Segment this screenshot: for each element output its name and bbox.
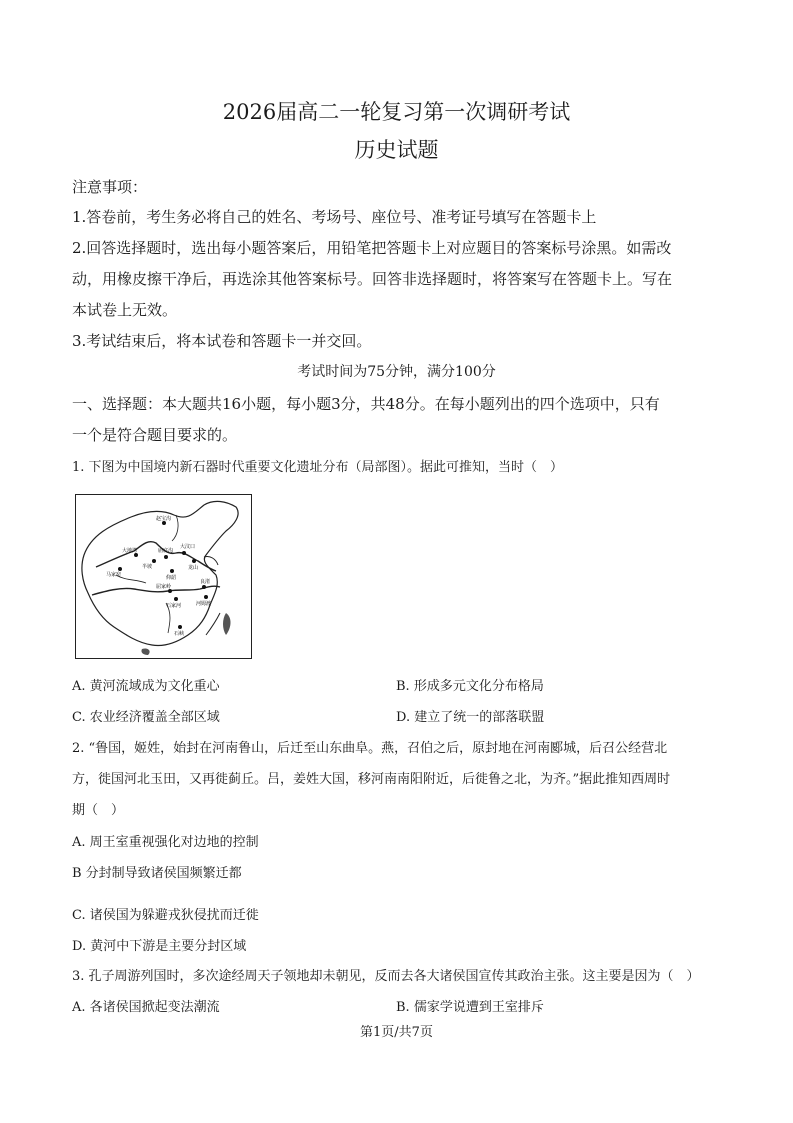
question-2-option-d[interactable]: D. 黄河中下游是主要分封区域 bbox=[72, 939, 247, 954]
hainan-island bbox=[141, 648, 149, 655]
site-label-dawenkou: 大汶口 bbox=[180, 544, 196, 550]
exam-time-info: 考试时间为75分钟，满分100分 bbox=[297, 364, 496, 380]
exam-title: 2026届高二一轮复习第一次调研考试 bbox=[222, 100, 571, 124]
notice-item-2-line-1: 2.回答选择题时，选出每小题答案后，用铅笔把答题卡上对应题目的答案标号涂黑。如需改 bbox=[72, 239, 672, 257]
inner-border-north bbox=[172, 515, 178, 541]
site-dot-miaodigou bbox=[164, 555, 168, 559]
site-label-zhaobaogou: 赵宝沟 bbox=[156, 516, 172, 522]
southeast-coast bbox=[206, 613, 220, 635]
map-drawing bbox=[76, 495, 251, 658]
question-2-option-a[interactable]: A. 周王室重视强化对边地的控制 bbox=[72, 835, 259, 850]
page-number: 第1页/共7页 bbox=[360, 1025, 433, 1040]
site-label-shijiahe: 石家河 bbox=[166, 603, 182, 609]
site-label-hemudu: 河姆渡 bbox=[196, 601, 212, 607]
section-1-instruction-line-2: 一个是符合题目要求的。 bbox=[72, 426, 238, 444]
question-2-stem-line-2: 方，徙国河北玉田，又再徙蓟丘。吕，姜姓大国，移河南南阳附近，后徙鲁之北，为齐。”据此推知西周时 bbox=[72, 772, 671, 787]
site-dot-longshan bbox=[192, 559, 196, 563]
site-dot-shixia bbox=[178, 625, 182, 629]
site-dot-dawenkou bbox=[182, 551, 186, 555]
site-dot-banpo bbox=[152, 559, 156, 563]
question-3-stem: 3. 孔子周游列国时，多次途经周天子领地却未朝见，反而去各大诸侯国宣传其政治主张。这主要是因为（ ） bbox=[72, 969, 700, 984]
neolithic-sites-map bbox=[75, 494, 252, 659]
question-1-option-c[interactable]: C. 农业经济覆盖全部区域 bbox=[72, 710, 220, 725]
notice-item-3: 3.考试结束后，将本试卷和答题卡一并交回。 bbox=[72, 332, 372, 350]
question-1-option-a[interactable]: A. 黄河流域成为文化重心 bbox=[72, 679, 220, 694]
site-dot-liangzhu bbox=[202, 585, 206, 589]
site-label-longshan: 龙山 bbox=[188, 565, 199, 571]
question-3-option-b[interactable]: B. 儒家学说遭到王室排斥 bbox=[396, 1000, 544, 1015]
site-label-shixia: 石峡 bbox=[174, 631, 185, 637]
question-1-stem: 1. 下图为中国境内新石器时代重要文化遗址分布（局部图）。据此可推知，当时（ ） bbox=[72, 460, 564, 475]
site-label-qujialing: 屈家岭 bbox=[156, 584, 172, 590]
section-1-instruction-line-1: 一、选择题：本大题共16小题，每小题3分，共48分。在每小题列出的四个选项中，只有 bbox=[72, 395, 660, 413]
notice-item-1: 1.答卷前，考生务必将自己的姓名、考场号、座位号、准考证号填写在答题卡上 bbox=[72, 208, 597, 226]
question-1-option-b[interactable]: B. 形成多元文化分布格局 bbox=[396, 679, 544, 694]
question-2-option-c[interactable]: C. 诸侯国为躲避戎狄侵扰而迁徙 bbox=[72, 908, 259, 923]
site-label-liangzhu: 良渚 bbox=[200, 579, 211, 585]
taiwan-island bbox=[223, 613, 231, 635]
site-label-banpo: 半坡 bbox=[142, 564, 153, 570]
notice-item-2-line-2: 动，用橡皮擦干净后，再选涂其他答案标号。回答非选择题时，将答案写在答题卡上。写在 bbox=[72, 270, 673, 288]
question-2-option-b[interactable]: B 分封制导致诸侯国频繁迁都 bbox=[72, 866, 242, 881]
exam-subtitle: 历史试题 bbox=[354, 138, 439, 162]
question-2-stem-line-1: 2. “鲁国，姬姓，始封在河南鲁山，后迁至山东曲阜。燕，召伯之后，原封地在河南郾城，后召公经营北 bbox=[72, 741, 668, 756]
site-dot-yangshao bbox=[170, 569, 174, 573]
site-label-yangshao: 仰韶 bbox=[166, 575, 177, 581]
site-label-dadiwan: 大地湾 bbox=[122, 548, 138, 554]
site-dot-shijiahe bbox=[174, 597, 178, 601]
notice-heading: 注意事项： bbox=[72, 178, 148, 196]
site-label-miaodigou: 庙底沟 bbox=[158, 548, 174, 554]
site-label-majiayao: 马家窑 bbox=[106, 572, 122, 578]
question-1-option-d[interactable]: D. 建立了统一的部落联盟 bbox=[396, 710, 545, 725]
notice-item-2-line-3: 本试卷上无效。 bbox=[72, 301, 178, 319]
question-2-stem-line-3: 期（ ） bbox=[72, 803, 125, 818]
site-dot-hemudu bbox=[204, 595, 208, 599]
site-dot-majiayao bbox=[118, 567, 122, 571]
question-3-option-a[interactable]: A. 各诸侯国掀起变法潮流 bbox=[72, 1000, 220, 1015]
